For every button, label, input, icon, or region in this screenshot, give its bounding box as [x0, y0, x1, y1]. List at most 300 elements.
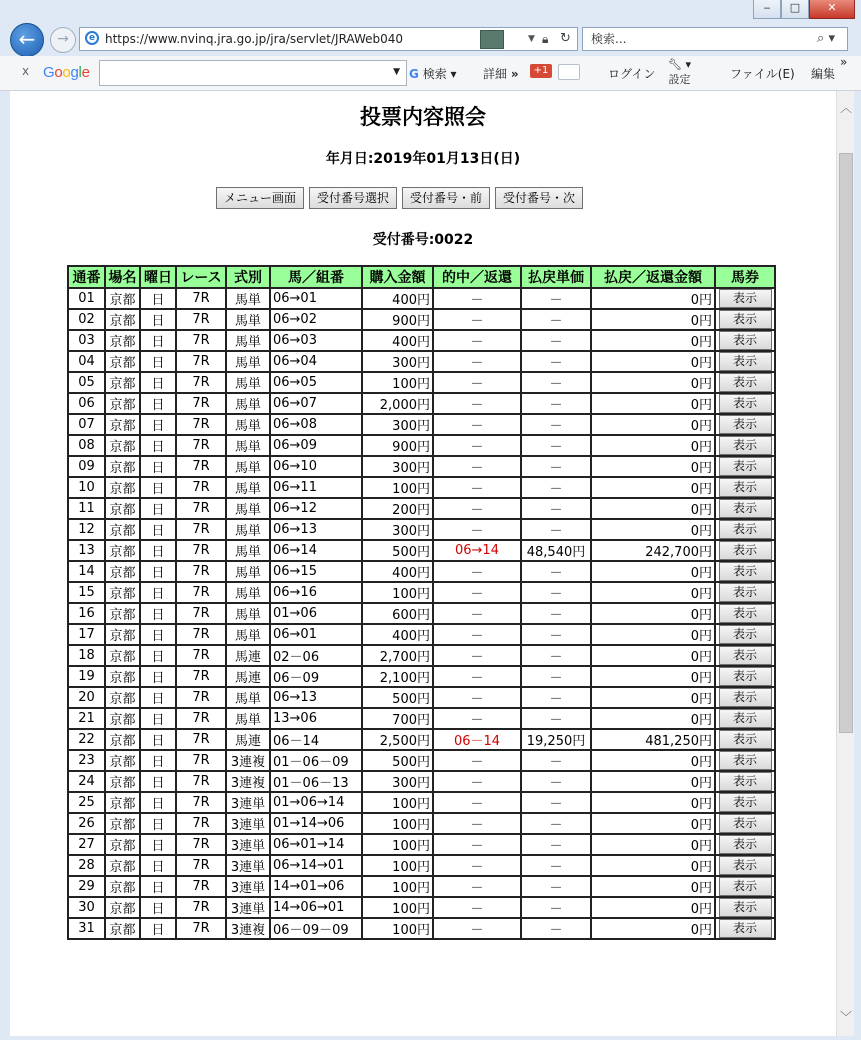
- ticket-cell: [715, 855, 775, 876]
- table-cell: 481,250円: [591, 729, 715, 750]
- show-ticket-button[interactable]: 表示: [719, 499, 772, 518]
- table-cell: 06→12: [270, 498, 362, 519]
- table-cell: 馬単: [226, 288, 270, 309]
- show-ticket-button[interactable]: 表示: [719, 898, 772, 917]
- table-cell: 06→14→01: [270, 855, 362, 876]
- table-cell: 日: [140, 414, 176, 435]
- table-cell: 06→10: [270, 456, 362, 477]
- table-cell: 0円: [591, 288, 715, 309]
- show-ticket-button[interactable]: 表示: [719, 289, 772, 308]
- table-cell: 100円: [362, 876, 433, 897]
- table-cell: －: [521, 708, 591, 729]
- table-cell: 7R: [176, 477, 226, 498]
- table-cell: 0円: [591, 897, 715, 918]
- table-cell: 7R: [176, 834, 226, 855]
- bets-table: [67, 265, 776, 940]
- show-ticket-button[interactable]: 表示: [719, 835, 772, 854]
- table-cell: 700円: [362, 708, 433, 729]
- ticket-cell: [715, 414, 775, 435]
- table-cell: 0円: [591, 456, 715, 477]
- minimize-button[interactable]: ‒: [753, 0, 781, 19]
- lock-icon[interactable]: 🔒︎: [542, 32, 549, 46]
- ticket-cell: [715, 708, 775, 729]
- table-cell: －: [521, 288, 591, 309]
- show-ticket-button[interactable]: 表示: [719, 436, 772, 455]
- table-cell: 24: [68, 771, 105, 792]
- table-cell: －: [433, 456, 521, 477]
- table-cell: 18: [68, 645, 105, 666]
- table-cell: 242,700円: [591, 540, 715, 561]
- table-cell: 16: [68, 603, 105, 624]
- table-row: [68, 351, 775, 372]
- table-cell: 3連単: [226, 792, 270, 813]
- table-cell: －: [433, 519, 521, 540]
- login-link[interactable]: ログイン: [608, 67, 656, 81]
- show-ticket-button[interactable]: 表示: [719, 310, 772, 329]
- table-row: [68, 372, 775, 393]
- table-cell: －: [433, 771, 521, 792]
- table-cell: 日: [140, 876, 176, 897]
- overflow-chevron-icon[interactable]: »: [840, 55, 848, 69]
- google-logo: Google: [43, 64, 90, 81]
- col-header: 馬／組番: [270, 266, 362, 288]
- table-cell: 06→16: [270, 582, 362, 603]
- show-ticket-button[interactable]: 表示: [719, 793, 772, 812]
- table-cell: 27: [68, 834, 105, 855]
- ticket-cell: [715, 897, 775, 918]
- show-ticket-button[interactable]: 表示: [719, 772, 772, 791]
- table-cell: －: [521, 435, 591, 456]
- table-cell: 7R: [176, 561, 226, 582]
- table-cell: －: [521, 456, 591, 477]
- maximize-button[interactable]: □: [781, 0, 809, 19]
- table-cell: 25: [68, 792, 105, 813]
- show-ticket-button[interactable]: 表示: [719, 709, 772, 728]
- table-cell: 06－14: [270, 729, 362, 750]
- table-cell: 京都: [105, 498, 140, 519]
- table-cell: 7R: [176, 414, 226, 435]
- show-ticket-button[interactable]: 表示: [719, 667, 772, 686]
- table-cell: 01→14→06: [270, 813, 362, 834]
- table-cell: －: [433, 897, 521, 918]
- select-receipt-button[interactable]: 受付番号選択: [309, 187, 397, 209]
- table-cell: 7R: [176, 687, 226, 708]
- ticket-cell: [715, 498, 775, 519]
- menu-button[interactable]: メニュー画面: [216, 187, 304, 209]
- show-ticket-button[interactable]: 表示: [719, 331, 772, 350]
- vertical-scrollbar[interactable]: [836, 91, 855, 1036]
- table-row: [68, 897, 775, 918]
- show-ticket-button[interactable]: 表示: [719, 457, 772, 476]
- table-row: [68, 435, 775, 456]
- table-cell: 馬単: [226, 687, 270, 708]
- prev-receipt-button[interactable]: 受付番号・前: [402, 187, 490, 209]
- table-cell: 京都: [105, 288, 140, 309]
- table-cell: 100円: [362, 897, 433, 918]
- table-row: [68, 834, 775, 855]
- show-ticket-button[interactable]: 表示: [719, 604, 772, 623]
- window-border-left: [0, 91, 10, 1036]
- receipt-number: 受付番号:0022: [372, 232, 474, 248]
- table-cell: 京都: [105, 771, 140, 792]
- table-cell: －: [433, 477, 521, 498]
- table-cell: －: [521, 582, 591, 603]
- show-ticket-button[interactable]: 表示: [719, 478, 772, 497]
- search-placeholder[interactable]: 検索...: [591, 32, 627, 46]
- table-row: [68, 330, 775, 351]
- table-row: [68, 918, 775, 939]
- table-cell: 100円: [362, 582, 433, 603]
- table-cell: 300円: [362, 414, 433, 435]
- table-cell: 7R: [176, 330, 226, 351]
- settings-button[interactable]: 🔧︎ ▾ 設定: [668, 58, 691, 86]
- toolbar-close-icon[interactable]: x: [22, 64, 30, 78]
- table-cell: 日: [140, 540, 176, 561]
- table-cell: 日: [140, 645, 176, 666]
- table-cell: －: [521, 918, 591, 939]
- window-border-bottom: [0, 1036, 861, 1040]
- table-cell: 2,000円: [362, 393, 433, 414]
- table-cell: 0円: [591, 309, 715, 330]
- table-cell: 日: [140, 855, 176, 876]
- share-toggle[interactable]: [558, 64, 580, 80]
- page-title: 投票内容照会: [360, 105, 486, 129]
- table-cell: 500円: [362, 750, 433, 771]
- table-cell: －: [521, 750, 591, 771]
- show-ticket-button[interactable]: 表示: [719, 583, 772, 602]
- table-cell: 3連複: [226, 750, 270, 771]
- scrollbar-thumb[interactable]: [839, 153, 853, 733]
- table-cell: 京都: [105, 687, 140, 708]
- edit-menu[interactable]: 編集: [811, 67, 836, 81]
- table-cell: 2,700円: [362, 645, 433, 666]
- table-cell: 200円: [362, 498, 433, 519]
- next-receipt-button[interactable]: 受付番号・次: [495, 187, 583, 209]
- table-cell: 日: [140, 792, 176, 813]
- show-ticket-button[interactable]: 表示: [719, 646, 772, 665]
- table-cell: －: [433, 813, 521, 834]
- table-row: [68, 519, 775, 540]
- table-cell: 京都: [105, 918, 140, 939]
- table-cell: －: [521, 876, 591, 897]
- table-row: [68, 477, 775, 498]
- table-row: [68, 288, 775, 309]
- google-g-icon: G: [409, 67, 419, 81]
- google-search-label: 検索: [422, 67, 447, 81]
- table-cell: －: [521, 897, 591, 918]
- show-ticket-button[interactable]: 表示: [719, 541, 772, 560]
- table-cell: 7R: [176, 288, 226, 309]
- table-cell: 日: [140, 351, 176, 372]
- show-ticket-button[interactable]: 表示: [719, 814, 772, 833]
- table-cell: 0円: [591, 519, 715, 540]
- table-cell: 06: [68, 393, 105, 414]
- show-ticket-button[interactable]: 表示: [719, 730, 772, 749]
- google-search-input[interactable]: [99, 60, 407, 86]
- table-row: [68, 813, 775, 834]
- gplus-badge[interactable]: +1: [530, 64, 552, 78]
- table-row: [68, 393, 775, 414]
- address-url[interactable]: https://www.nvinq.jra.go.jp/jra/servlet/JRAWeb040: [105, 32, 404, 46]
- table-cell: 0円: [591, 792, 715, 813]
- show-ticket-button[interactable]: 表示: [719, 562, 772, 581]
- table-cell: 0円: [591, 477, 715, 498]
- table-cell: 06→07: [270, 393, 362, 414]
- table-row: [68, 561, 775, 582]
- table-cell: －: [433, 372, 521, 393]
- show-ticket-button[interactable]: 表示: [719, 751, 772, 770]
- ticket-cell: [715, 750, 775, 771]
- table-cell: 7R: [176, 918, 226, 939]
- browser-search-box[interactable]: [582, 27, 848, 51]
- file-menu[interactable]: ファイル(E): [730, 67, 795, 81]
- table-cell: 06－09: [270, 666, 362, 687]
- table-cell: －: [521, 372, 591, 393]
- address-dropdown-icon[interactable]: ▼: [528, 34, 535, 44]
- table-cell: 馬単: [226, 540, 270, 561]
- show-ticket-button[interactable]: 表示: [719, 856, 772, 875]
- table-cell: 14→01→06: [270, 876, 362, 897]
- table-cell: 日: [140, 603, 176, 624]
- table-cell: 2,500円: [362, 729, 433, 750]
- table-cell: －: [521, 771, 591, 792]
- ticket-cell: [715, 603, 775, 624]
- google-search-button[interactable]: G 検索 ▾: [409, 67, 457, 81]
- table-cell: 日: [140, 729, 176, 750]
- table-cell: 日: [140, 519, 176, 540]
- table-cell: －: [433, 582, 521, 603]
- table-cell: 06→03: [270, 330, 362, 351]
- window-border-right: [854, 91, 861, 1040]
- show-ticket-button[interactable]: 表示: [719, 688, 772, 707]
- table-row: [68, 414, 775, 435]
- table-cell: －: [433, 603, 521, 624]
- table-cell: 500円: [362, 687, 433, 708]
- table-cell: －: [433, 288, 521, 309]
- table-cell: 日: [140, 477, 176, 498]
- table-cell: 京都: [105, 372, 140, 393]
- table-cell: 7R: [176, 729, 226, 750]
- table-cell: 14: [68, 561, 105, 582]
- table-cell: 7R: [176, 498, 226, 519]
- table-cell: 京都: [105, 519, 140, 540]
- table-cell: 7R: [176, 855, 226, 876]
- table-cell: 7R: [176, 372, 226, 393]
- details-button[interactable]: [483, 65, 519, 82]
- table-row: [68, 498, 775, 519]
- ticket-cell: [715, 435, 775, 456]
- table-cell: 09: [68, 456, 105, 477]
- show-ticket-button[interactable]: 表示: [719, 625, 772, 644]
- table-cell: 馬単: [226, 708, 270, 729]
- table-cell: 0円: [591, 435, 715, 456]
- table-cell: 京都: [105, 330, 140, 351]
- table-cell: 馬単: [226, 561, 270, 582]
- table-cell: 06→14: [270, 540, 362, 561]
- table-cell: 7R: [176, 771, 226, 792]
- ticket-cell: [715, 645, 775, 666]
- table-cell: 7R: [176, 603, 226, 624]
- table-cell: 京都: [105, 435, 140, 456]
- scroll-up-icon[interactable]: ︿: [839, 101, 852, 115]
- table-row: [68, 750, 775, 771]
- table-row: [68, 540, 775, 561]
- table-cell: 13→06: [270, 708, 362, 729]
- table-cell: 京都: [105, 876, 140, 897]
- table-row: [68, 792, 775, 813]
- table-cell: 京都: [105, 855, 140, 876]
- table-cell: 京都: [105, 624, 140, 645]
- table-cell: 日: [140, 813, 176, 834]
- table-cell: 0円: [591, 750, 715, 771]
- table-cell: －: [433, 414, 521, 435]
- search-icon[interactable]: ⌕ ▾: [817, 31, 835, 46]
- ticket-cell: [715, 582, 775, 603]
- table-cell: 06→13: [270, 519, 362, 540]
- table-cell: 京都: [105, 813, 140, 834]
- table-cell: 馬単: [226, 624, 270, 645]
- table-cell: 馬単: [226, 477, 270, 498]
- table-row: [68, 603, 775, 624]
- show-ticket-button[interactable]: 表示: [719, 520, 772, 539]
- table-cell: 7R: [176, 582, 226, 603]
- table-cell: 京都: [105, 645, 140, 666]
- address-bar[interactable]: [79, 27, 578, 51]
- table-body: [68, 288, 775, 939]
- navigation-buttons: [216, 187, 583, 209]
- table-cell: 7R: [176, 897, 226, 918]
- table-cell: －: [433, 498, 521, 519]
- table-cell: 日: [140, 708, 176, 729]
- table-cell: 7R: [176, 435, 226, 456]
- table-cell: 26: [68, 813, 105, 834]
- table-cell: 京都: [105, 309, 140, 330]
- table-cell: 0円: [591, 918, 715, 939]
- ticket-cell: [715, 309, 775, 330]
- table-cell: 06→01→14: [270, 834, 362, 855]
- col-header: 払戻／返還金額: [591, 266, 715, 288]
- table-cell: 7R: [176, 876, 226, 897]
- table-cell: 日: [140, 582, 176, 603]
- table-cell: 0円: [591, 687, 715, 708]
- back-arrow-icon: ←: [18, 27, 36, 51]
- table-cell: 400円: [362, 561, 433, 582]
- table-cell: －: [521, 351, 591, 372]
- table-cell: 01→06: [270, 603, 362, 624]
- page-thumbnail-icon[interactable]: [480, 30, 504, 49]
- table-cell: 京都: [105, 750, 140, 771]
- table-cell: 06→05: [270, 372, 362, 393]
- ticket-cell: [715, 561, 775, 582]
- show-ticket-button[interactable]: 表示: [719, 919, 772, 938]
- table-cell: 馬連: [226, 645, 270, 666]
- table-cell: 0円: [591, 834, 715, 855]
- dropdown-icon[interactable]: ▼: [393, 67, 400, 77]
- table-row: [68, 645, 775, 666]
- show-ticket-button[interactable]: 表示: [719, 373, 772, 392]
- table-cell: 日: [140, 918, 176, 939]
- table-cell: 日: [140, 393, 176, 414]
- table-cell: 0円: [591, 624, 715, 645]
- table-cell: 馬単: [226, 309, 270, 330]
- table-cell: 馬単: [226, 582, 270, 603]
- table-cell: 48,540円: [521, 540, 591, 561]
- table-header-row: [68, 266, 775, 288]
- ticket-cell: [715, 393, 775, 414]
- forward-button[interactable]: [50, 27, 76, 53]
- col-header: 購入金額: [362, 266, 433, 288]
- table-cell: 30: [68, 897, 105, 918]
- table-row: [68, 456, 775, 477]
- table-cell: 14→06→01: [270, 897, 362, 918]
- table-row: [68, 876, 775, 897]
- table-row: [68, 666, 775, 687]
- table-cell: 11: [68, 498, 105, 519]
- col-header: 払戻単価: [521, 266, 591, 288]
- refresh-icon[interactable]: ↻: [560, 31, 571, 46]
- table-cell: 7R: [176, 540, 226, 561]
- table-cell: 3連単: [226, 855, 270, 876]
- ticket-cell: [715, 288, 775, 309]
- ticket-cell: [715, 372, 775, 393]
- table-cell: 31: [68, 918, 105, 939]
- table-row: [68, 855, 775, 876]
- table-cell: 日: [140, 309, 176, 330]
- table-cell: 100円: [362, 792, 433, 813]
- back-button[interactable]: [10, 23, 44, 57]
- table-cell: －: [521, 603, 591, 624]
- table-cell: 01: [68, 288, 105, 309]
- table-cell: 100円: [362, 477, 433, 498]
- ticket-cell: [715, 456, 775, 477]
- table-cell: 7R: [176, 645, 226, 666]
- show-ticket-button[interactable]: 表示: [719, 352, 772, 371]
- table-cell: 0円: [591, 372, 715, 393]
- table-cell: －: [433, 435, 521, 456]
- table-cell: 21: [68, 708, 105, 729]
- table-cell: －: [433, 750, 521, 771]
- show-ticket-button[interactable]: 表示: [719, 877, 772, 896]
- table-cell: 28: [68, 855, 105, 876]
- show-ticket-button[interactable]: 表示: [719, 415, 772, 434]
- table-cell: 2,100円: [362, 666, 433, 687]
- col-header: 馬券: [715, 266, 775, 288]
- table-cell: －: [433, 351, 521, 372]
- table-cell: －: [433, 792, 521, 813]
- table-cell: 7R: [176, 309, 226, 330]
- ticket-cell: [715, 813, 775, 834]
- show-ticket-button[interactable]: 表示: [719, 394, 772, 413]
- scroll-down-icon[interactable]: ﹀: [839, 1010, 852, 1024]
- table-cell: －: [521, 414, 591, 435]
- table-cell: 06→15: [270, 561, 362, 582]
- table-cell: 日: [140, 456, 176, 477]
- table-cell: 日: [140, 666, 176, 687]
- table-cell: －: [521, 834, 591, 855]
- col-header: 式別: [226, 266, 270, 288]
- table-cell: 300円: [362, 351, 433, 372]
- table-cell: 日: [140, 771, 176, 792]
- table-cell: －: [433, 687, 521, 708]
- ticket-cell: [715, 666, 775, 687]
- close-window-button[interactable]: ✕: [809, 0, 855, 19]
- table-cell: －: [521, 498, 591, 519]
- table-cell: －: [521, 519, 591, 540]
- table-cell: 7R: [176, 792, 226, 813]
- ticket-cell: [715, 687, 775, 708]
- table-cell: 馬単: [226, 519, 270, 540]
- table-cell: －: [433, 876, 521, 897]
